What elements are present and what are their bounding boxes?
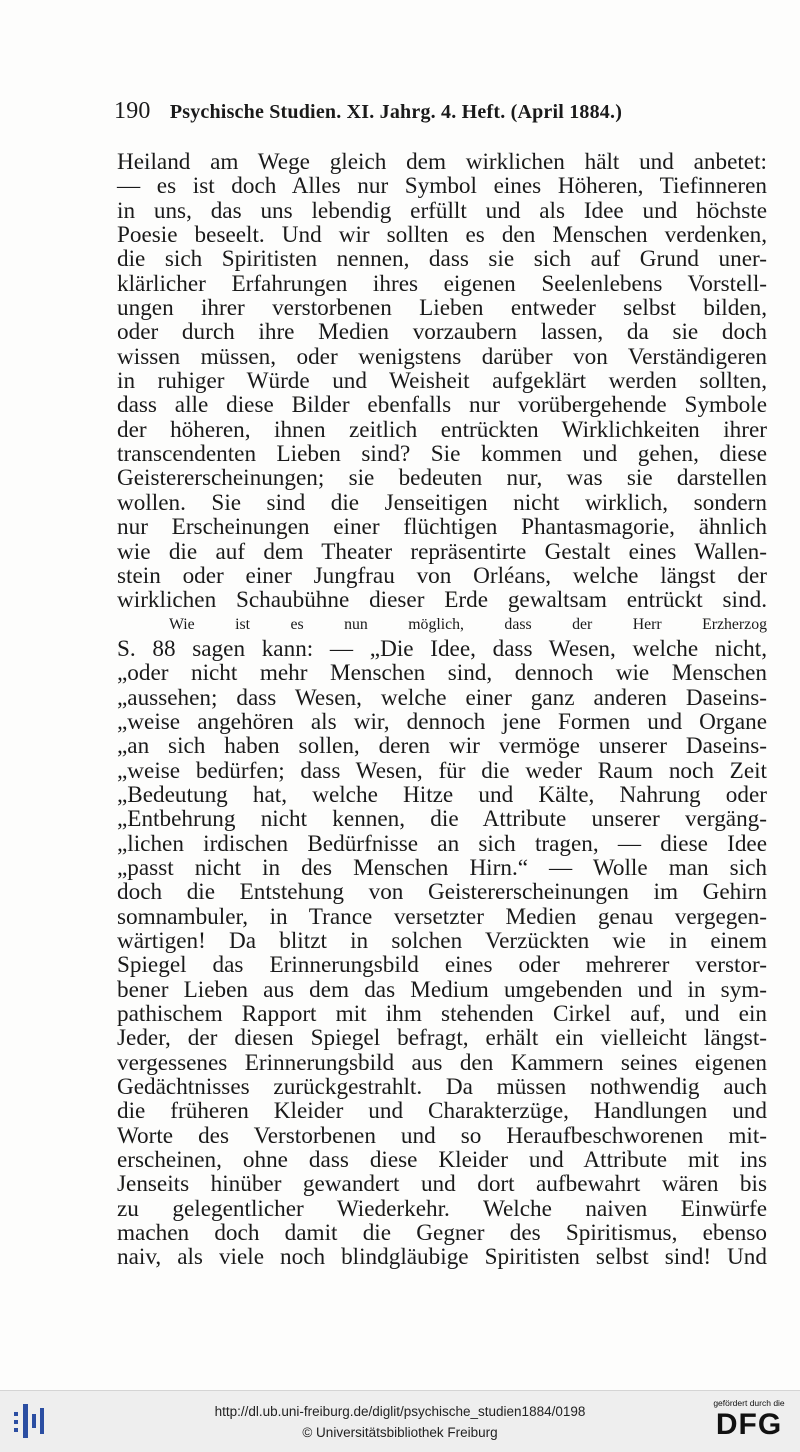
text-line: stein oder einer Jungfrau von Orléans, welche längst der xyxy=(117,562,767,589)
text-line: erscheinen, ohne dass diese Kleider und Attribute mit ins xyxy=(117,1147,767,1174)
text-line: ungen ihrer verstorbenen Lieben entweder selbst bilden, xyxy=(117,295,767,322)
text-line: wie die auf dem Theater repräsentirte Gestalt eines Wallen- xyxy=(117,538,767,565)
text-line: „oder nicht mehr Menschen sind, dennoch wie Menschen xyxy=(117,660,767,687)
body-text xyxy=(117,150,767,1270)
text-line: Poesie beseelt. Und wir sollten es den Menschen verdenken, xyxy=(117,222,767,249)
text-line: „aussehen; dass Wesen, welche einer ganz anderen Daseins- xyxy=(117,684,767,711)
text-line: „weise angehören als wir, dennoch jene Formen und Organe xyxy=(117,708,767,735)
running-header xyxy=(114,98,774,125)
running-title: Psychische Studien. XI. Jahrg. 4. Heft. (April 1884.) xyxy=(169,101,623,123)
text-line: nur Erscheinungen einer flüchtigen Phantasmagorie, ähnlich xyxy=(117,514,767,541)
text-line: vergessenes Erinnerungsbild aus den Kammern seines eigenen xyxy=(117,1049,767,1076)
text-line: in ruhiger Würde und Weisheit aufgeklärt werden sollten, xyxy=(117,368,767,395)
text-line: „an sich haben sollen, deren wir vermöge unserer Daseins- xyxy=(117,733,767,760)
text-line: „weise bedürfen; dass Wesen, für die weder Raum noch Zeit xyxy=(117,757,767,784)
text-line: Geistererscheinungen; sie bedeuten nur, was sie darstellen xyxy=(117,465,767,492)
text-line: oder durch ihre Medien vorzaubern lassen, da sie doch xyxy=(117,319,767,346)
text-line: transcendenten Lieben sind? Sie kommen und gehen, diese xyxy=(117,441,767,468)
text-line: wissen müssen, oder wenigstens darüber von Verständigeren xyxy=(117,343,767,370)
page-number: 190 xyxy=(114,98,151,124)
text-line: S. 88 sagen kann: — „Die Idee, dass Wesen, welche nicht, xyxy=(117,635,767,662)
text-line: wirklichen Schaubühne dieser Erde gewaltsam entrückt sind. xyxy=(117,587,767,614)
text-line: die früheren Kleider und Charakterzüge, Handlungen und xyxy=(117,1098,767,1125)
text-line: naiv, als viele noch blindgläubige Spiritisten selbst sind! Und xyxy=(117,1244,767,1271)
text-line: Jenseits hinüber gewandert und dort aufbewahrt wären bis xyxy=(117,1171,767,1198)
text-line: Heiland am Wege gleich dem wirklichen hält und anbetet: xyxy=(117,149,767,175)
text-line: somnambuler, in Trance versetzter Medien genau vergegen- xyxy=(117,903,767,930)
text-line: zu gelegentlicher Wiederkehr. Welche naiven Einwürfe xyxy=(117,1195,767,1222)
text-line: wärtigen! Da blitzt in solchen Verzückten wie in einem xyxy=(117,928,767,954)
permalink-url[interactable]: http://dl.ub.uni-freiburg.de/diglit/psychische_studien1884/0198 xyxy=(214,1404,586,1419)
text-line: „passt nicht in des Menschen Hirn.“ — Wolle man sich xyxy=(117,854,767,881)
text-line: „lichen irdischen Bedürfnisse an sich tragen, — diese Idee xyxy=(117,830,767,857)
text-line: dass alle diese Bilder ebenfalls nur vorübergehende Symbole xyxy=(117,392,767,419)
dfg-logo xyxy=(706,1398,792,1448)
copyright-notice: © Universitätsbibliothek Freiburg xyxy=(302,1425,498,1440)
text-line: Jeder, der diesen Spiegel befragt, erhält ein vielleicht längst- xyxy=(117,1025,767,1052)
viewer-footer xyxy=(0,1390,800,1452)
text-line: Wie ist es nun möglich, dass der Herr Erzherzog xyxy=(169,615,767,633)
dfg-logo-text: DFG xyxy=(715,1408,783,1441)
text-line: machen doch damit die Gegner des Spiritismus, ebenso xyxy=(117,1220,767,1247)
text-line: Spiegel das Erinnerungsbild eines oder mehrerer verstor- xyxy=(117,952,767,979)
text-line: pathischem Rapport mit ihm stehenden Cirkel auf, und ein xyxy=(117,1001,767,1028)
text-line: Worte des Verstorbenen und so Heraufbeschworenen mit- xyxy=(117,1122,767,1149)
dfg-caption: gefördert durch die xyxy=(713,1398,785,1408)
text-line: doch die Entstehung von Geistererscheinungen im Gehirn xyxy=(117,879,767,906)
text-line: — es ist doch Alles nur Symbol eines Höheren, Tiefinneren xyxy=(117,173,767,200)
text-line: die sich Spiritisten nennen, dass sie sich auf Grund uner- xyxy=(117,246,767,273)
text-line: bener Lieben aus dem das Medium umgebenden und in sym- xyxy=(117,976,767,1003)
text-line: klärlicher Erfahrungen ihres eigenen Seelenlebens Vorstell- xyxy=(117,270,767,297)
text-line: „Entbehrung nicht kennen, die Attribute unserer vergäng- xyxy=(117,806,767,833)
text-line: wollen. Sie sind die Jenseitigen nicht wirklich, sondern xyxy=(117,489,767,516)
text-line: in uns, das uns lebendig erfüllt und als Idee und höchste xyxy=(117,197,767,224)
text-line: Gedächtnisses zurückgestrahlt. Da müssen nothwendig auch xyxy=(117,1074,767,1101)
text-line: „Bedeutung hat, welche Hitze und Kälte, Nahrung oder xyxy=(117,781,767,808)
text-line: der höheren, ihnen zeitlich entrückten Wirklichkeiten ihrer xyxy=(117,416,767,443)
